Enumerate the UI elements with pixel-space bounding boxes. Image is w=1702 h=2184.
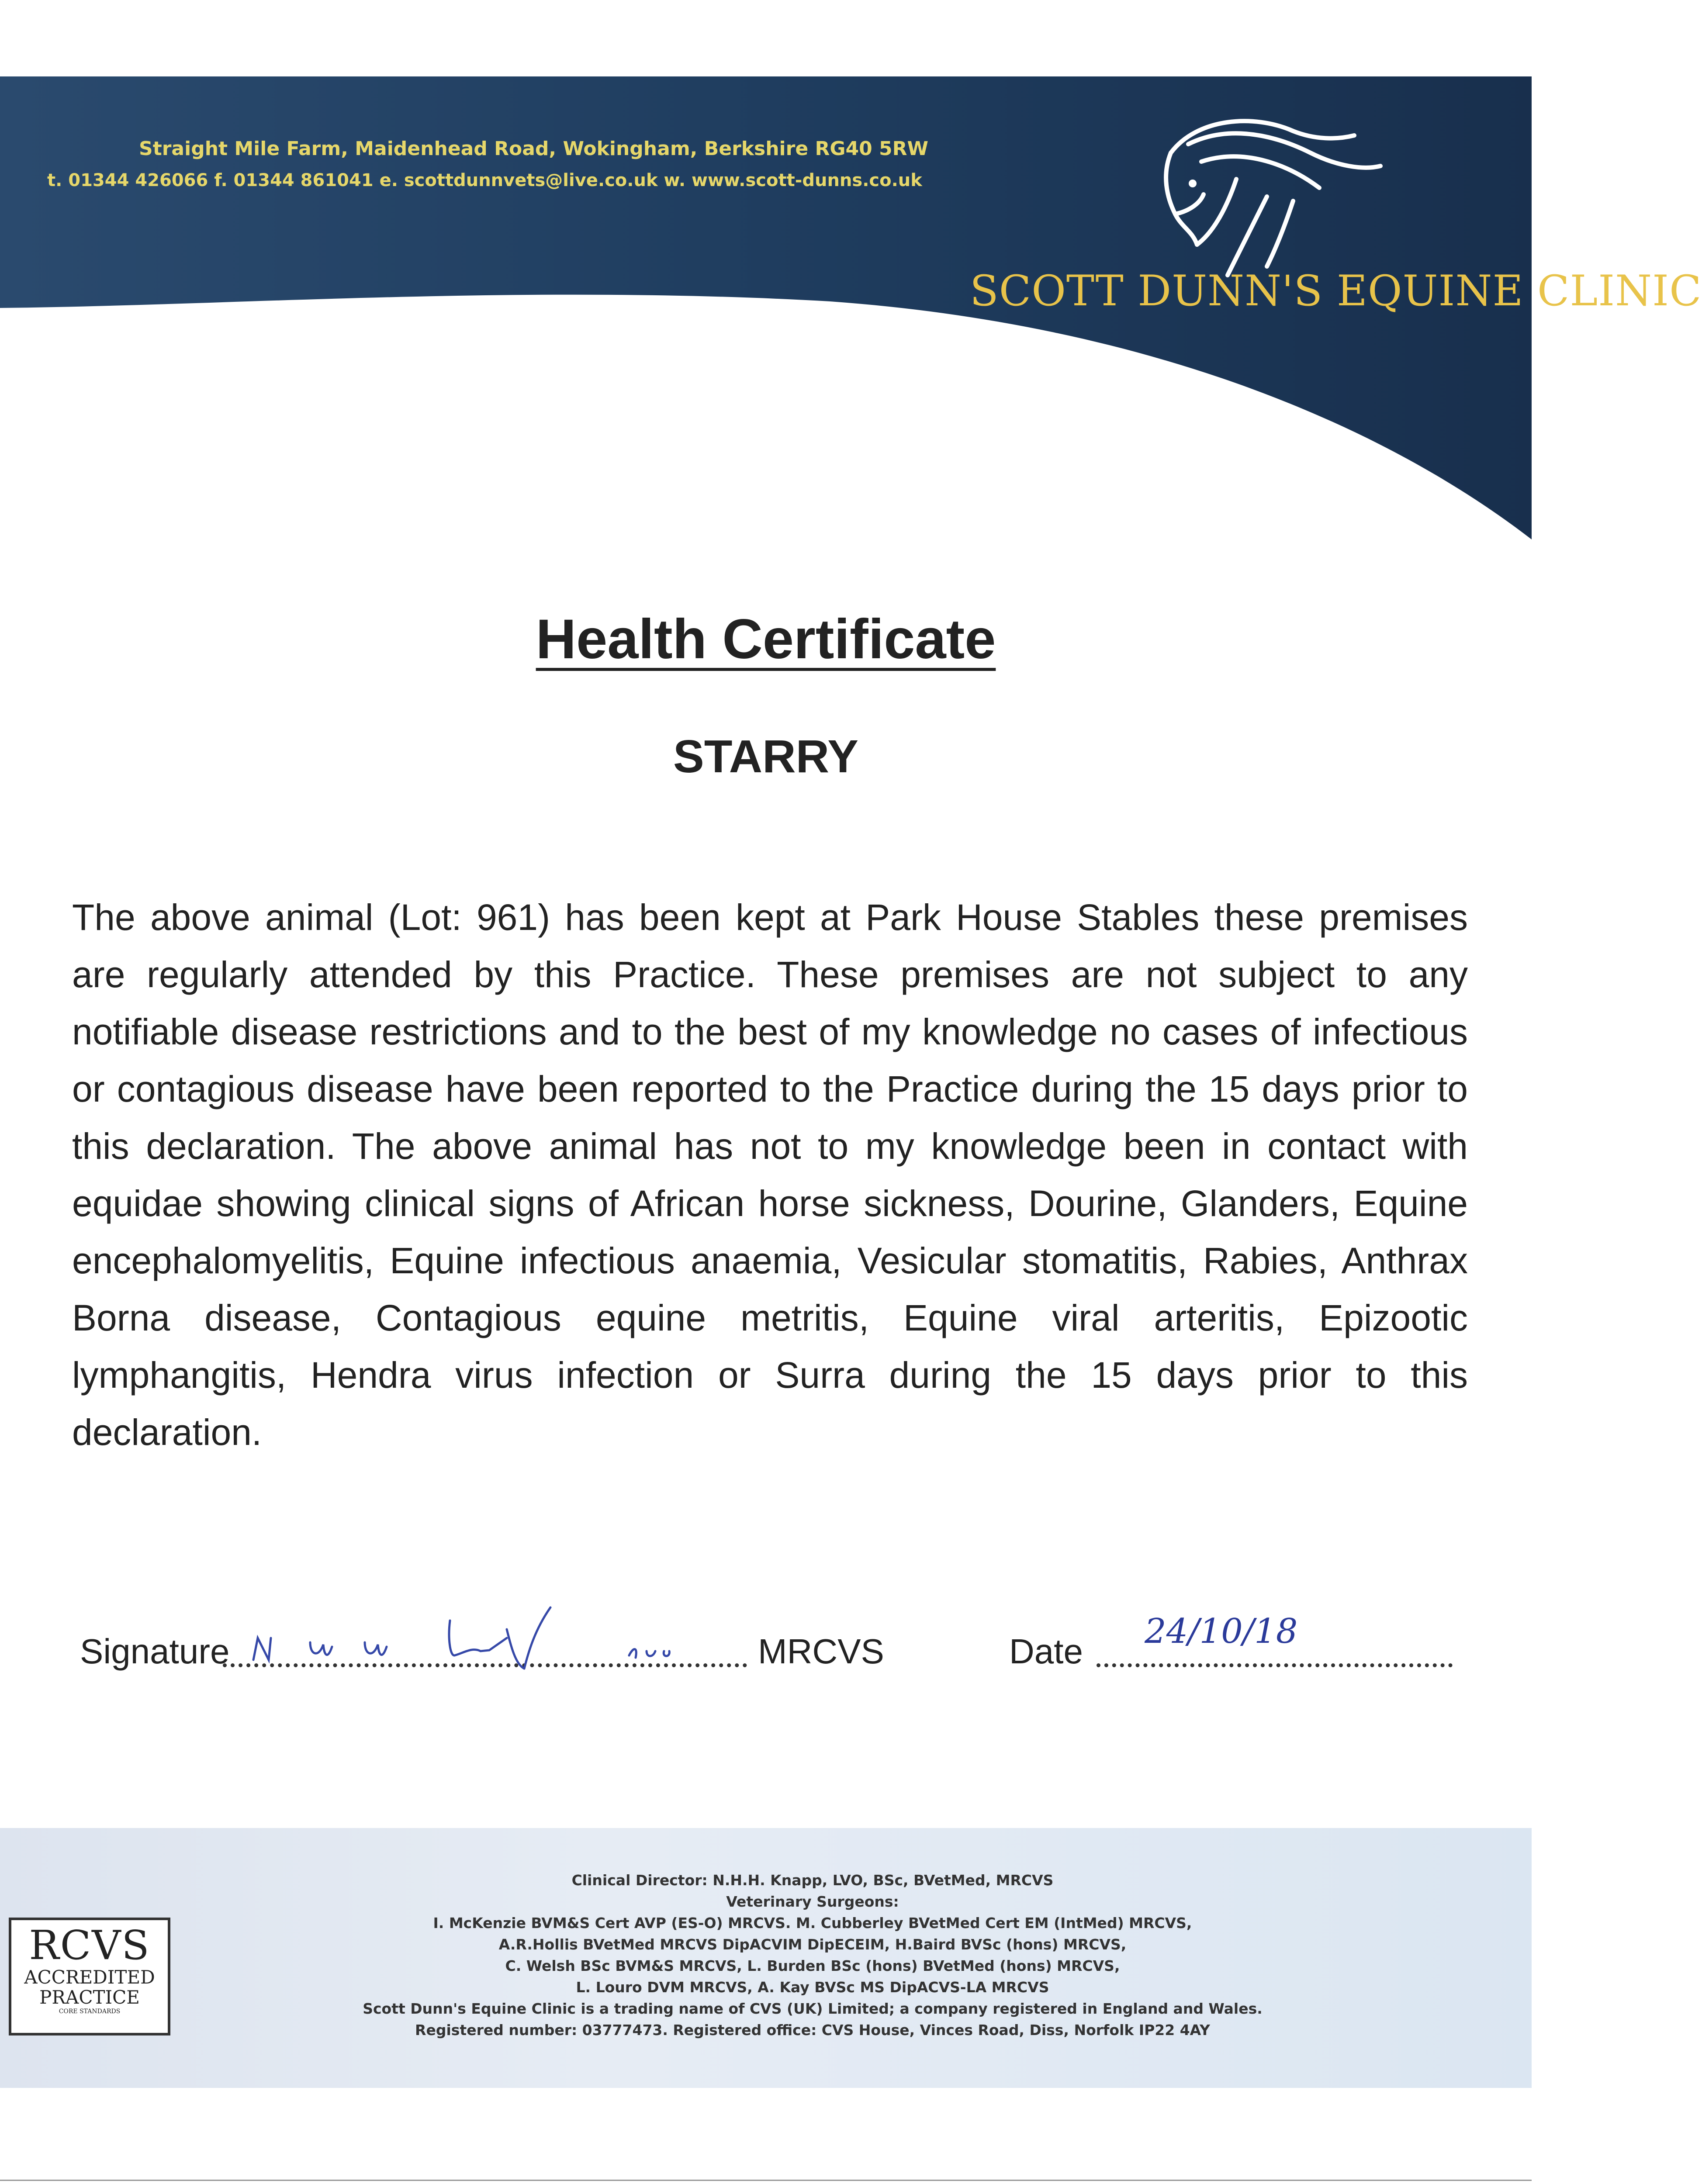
date-label: Date <box>1009 1632 1083 1671</box>
footer-line: Veterinary Surgeons: <box>726 1893 899 1910</box>
footer-line: L. Louro DVM MRCVS, A. Kay BVSc MS DipACVS-LA MRCVS <box>576 1979 1049 1996</box>
page-title: Health Certificate <box>536 608 996 670</box>
rcvs-badge-main: RCVS <box>29 1922 150 1969</box>
footer-line: Clinical Director: N.H.H. Knapp, LVO, BSc, BVetMed, MRCVS <box>571 1872 1054 1889</box>
clinic-name: SCOTT DUNN'S EQUINE CLINIC <box>970 266 1702 315</box>
rcvs-badge-line3: CORE STANDARDS <box>59 2008 121 2015</box>
handwritten-signature <box>245 1603 747 1686</box>
header-address: Straight Mile Farm, Maidenhead Road, Wokingham, Berkshire RG40 5RW <box>139 138 929 160</box>
header-contact: t. 01344 426066 f. 01344 861041 e. scottdunnvets@live.co.uk w. www.scott-dunns.co.uk <box>47 170 922 190</box>
footer-line: Scott Dunn's Equine Clinic is a trading name of CVS (UK) Limited; a company registered in England and Wales. <box>363 2000 1263 2017</box>
footer-staff-list <box>183 1870 1442 2041</box>
handwritten-date: 24/10/18 <box>1145 1612 1298 1651</box>
signature-label: Signature <box>80 1632 230 1671</box>
declaration-paragraph: The above animal (Lot: 961) has been kept at Park House Stables these premises are regularly attended by this Practice. These premises are not subject to any notifiable disease restrictions and to the best of my knowledge no cases of infectious or contagious disease have been reported to the Practice during the 15 days prior to this declaration. The above animal has not to my knowledge been in contact with equidae showing clinical signs of African horse sickness, Dourine, Glanders, Equine encephalomyelitis, Equine infectious anaemia, Vesicular stomatitis, Rabies, Anthrax Borna disease, Contagious equine metritis, Equine viral arteritis, Epizootic lymphangitis, Hendra virus infection or Surra during the 15 days prior to this declaration. <box>72 897 1468 1453</box>
rcvs-badge-line2: PRACTICE <box>39 1987 140 2008</box>
footer-line: C. Welsh BSc BVM&S MRCVS, L. Burden BSc (hons) BVetMed (hons) MRCVS, <box>505 1957 1120 1974</box>
rcvs-accredited-badge <box>9 1918 170 2035</box>
rcvs-badge-line1: ACCREDITED <box>24 1966 155 1988</box>
footer-line: A.R.Hollis BVetMed MRCVS DipACVIM DipECEIM, H.Baird BVSc (hons) MRCVS, <box>498 1936 1127 1953</box>
footer-line: Registered number: 03777473. Registered office: CVS House, Vinces Road, Diss, Norfolk IP22 4AY <box>415 2022 1210 2039</box>
horse-head-logo-icon <box>1110 100 1389 284</box>
animal-name: STARRY <box>673 731 858 782</box>
bottom-divider <box>0 2180 1532 2181</box>
mrcvs-label: MRCVS <box>758 1632 884 1671</box>
footer-line: I. McKenzie BVM&S Cert AVP (ES-O) MRCVS. M. Cubberley BVetMed Cert EM (IntMed) MRCVS, <box>433 1914 1192 1932</box>
